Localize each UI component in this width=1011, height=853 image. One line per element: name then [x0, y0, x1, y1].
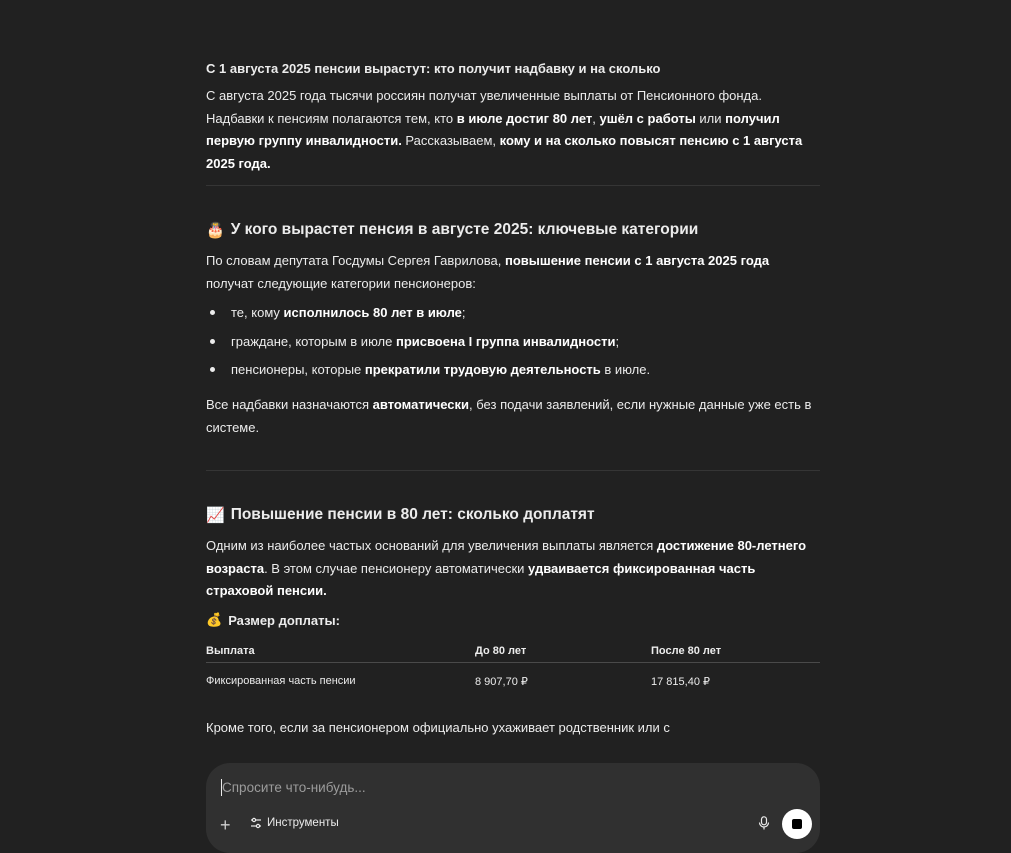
stop-icon: [792, 819, 802, 829]
text: граждане, которым в июле: [231, 333, 396, 349]
table-cell: 17 815,40 ₽: [651, 675, 710, 688]
chat-composer: [206, 763, 820, 853]
text: Рассказываем,: [401, 133, 500, 148]
money-bag-icon: 💰: [206, 612, 223, 627]
table-cell: Фиксированная часть пенсии: [206, 675, 356, 687]
text: . В этом случае пенсионеру автоматически: [264, 560, 529, 576]
tools-button[interactable]: [250, 817, 339, 829]
chart-increasing-icon: 📈: [206, 507, 225, 524]
intro-paragraph: [206, 85, 820, 175]
bold-text: ушёл с работы: [599, 110, 696, 126]
table-header-row: [206, 639, 820, 663]
section-lead: [206, 250, 820, 295]
text: ;: [461, 305, 466, 320]
section-lead: [206, 535, 820, 603]
table-header: До 80 лет: [475, 639, 651, 663]
text: те, кому: [231, 305, 284, 320]
category-list: [206, 302, 820, 388]
bold-text: получил первую группу инвалидности.: [206, 110, 780, 148]
bold-text: исполнилось 80 лет в июле: [283, 305, 462, 320]
list-item: [206, 302, 820, 331]
bullet-icon: [210, 339, 215, 344]
section-heading-80: [206, 506, 595, 524]
table-header: После 80 лет: [651, 639, 820, 663]
table-header: Выплата: [206, 639, 475, 663]
bold-text: присвоена I группа инвалидности: [395, 333, 616, 349]
payment-size-heading: [206, 612, 340, 628]
trailing-paragraph: Кроме того, если за пенсионером официально ухаживает родственник или с: [206, 720, 670, 735]
text: , без подачи заявлений, если нужные данные уже есть в системе.: [206, 397, 812, 435]
bullet-icon: [210, 310, 215, 315]
tools-label: Инструменты: [267, 817, 339, 829]
bold-text: удваивается фиксированная часть страховой пенсии.: [206, 560, 756, 598]
stop-button[interactable]: [782, 809, 812, 839]
text: Все надбавки назначаются: [206, 397, 373, 412]
subheading-label: Размер доплаты:: [228, 612, 340, 628]
bullet-icon: [210, 367, 215, 372]
bold-text: автоматически: [372, 397, 470, 412]
text: ;: [615, 333, 620, 349]
divider: [206, 470, 820, 471]
cake-icon: 🎂: [206, 222, 225, 239]
article-title: С 1 августа 2025 пенсии вырастут: кто получит надбавку и на сколько: [206, 61, 661, 76]
section-title: Повышение пенсии в 80 лет: сколько доплатят: [230, 506, 595, 523]
text: пенсионеры, которые: [231, 362, 365, 377]
table-cell: 8 907,70 ₽: [475, 675, 528, 688]
list-item: [206, 359, 820, 388]
bold-text: кому и на сколько повысят пенсию с 1 августа 2025 года.: [206, 133, 803, 171]
table-row: [206, 663, 820, 700]
bold-text: в июле достиг 80 лет: [456, 110, 593, 126]
payment-table: [206, 639, 820, 699]
bold-text: достижение 80-летнего возраста: [206, 538, 807, 576]
text: или: [695, 110, 726, 126]
text: в июле.: [600, 362, 651, 377]
bold-text: повышение пенсии с 1 августа 2025 года: [504, 253, 770, 268]
section-title: У кого вырастет пенсия в августе 2025: ключевые категории: [230, 221, 699, 238]
plus-icon[interactable]: +: [220, 815, 231, 835]
divider: [206, 185, 820, 186]
text: По словам депутата Госдумы Сергея Гаврилова,: [206, 253, 505, 268]
text: получат следующие категории пенсионеров:: [206, 275, 476, 291]
text: ,: [592, 110, 600, 126]
text: С августа 2025 года тысячи россиян получат увеличенные выплаты от Пенсионного фонда. Надбавки к пенсиям полагаются тем, кто: [206, 88, 762, 126]
bold-text: прекратили трудовую деятельность: [364, 362, 601, 377]
prompt-input[interactable]: Спросите что-нибудь...: [222, 780, 366, 795]
section-heading-categories: [206, 221, 698, 239]
sliders-icon: [250, 817, 262, 829]
auto-note: [206, 394, 820, 439]
text: Одним из наиболее частых оснований для увеличения выплаты является: [206, 538, 657, 553]
list-item: [206, 331, 820, 360]
microphone-icon[interactable]: [758, 816, 770, 830]
